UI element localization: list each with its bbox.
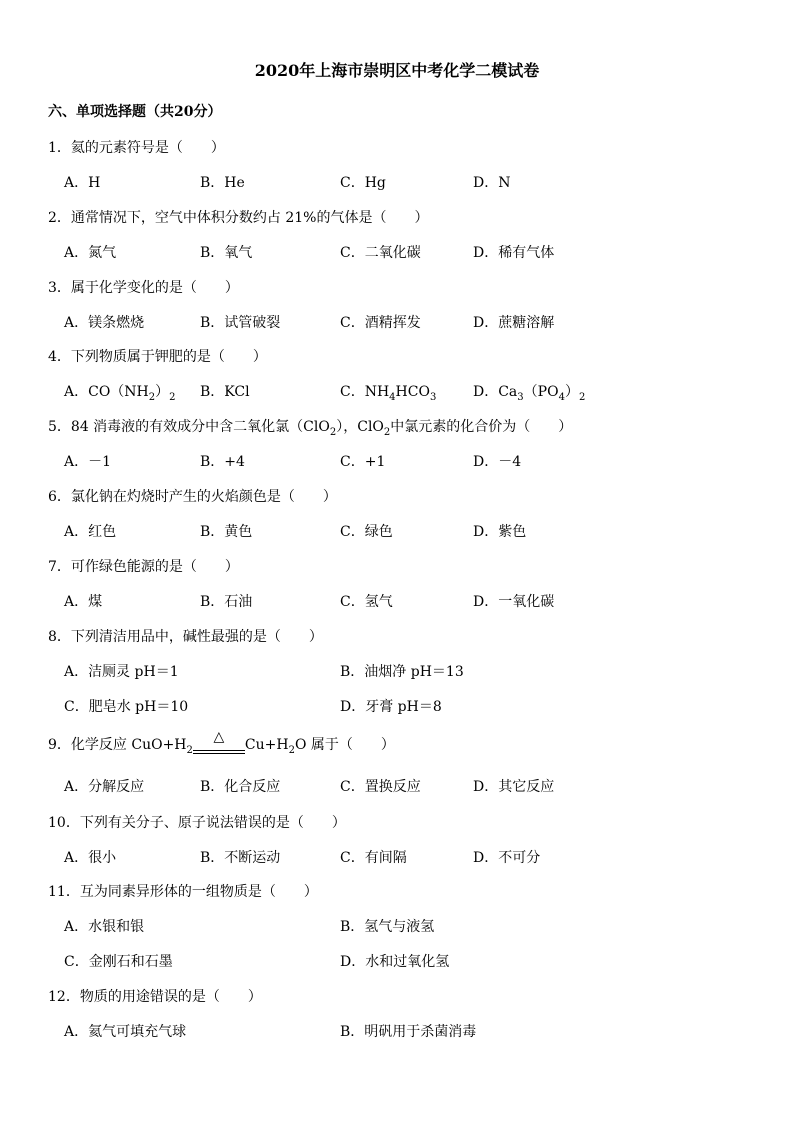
answer-option[interactable]: C．金刚石和石墨 [64, 954, 173, 970]
question-number: 11． [48, 884, 80, 900]
answer-option[interactable]: A．镁条燃烧 [64, 315, 145, 331]
question-number: 4． [48, 349, 71, 365]
answer-option[interactable]: B．氢气与液氢 [340, 919, 435, 935]
answer-option[interactable]: B．明矾用于杀菌消毒 [340, 1024, 477, 1040]
reaction-condition-arrow [193, 728, 245, 761]
question-number: 2． [48, 210, 71, 226]
answer-option[interactable]: B．试管破裂 [200, 315, 281, 331]
answer-option[interactable]: A．－1 [64, 454, 112, 470]
answer-option[interactable]: A．煤 [64, 594, 103, 610]
answer-option[interactable]: C．+1 [340, 454, 386, 470]
answer-option[interactable]: A．$CO(NH_2)_2$ [64, 384, 176, 403]
question-stem: 1．氦的元素符号是（ ） [48, 140, 225, 156]
question-stem: 6．氯化钠在灼烧时产生的火焰颜色是（ ） [48, 489, 337, 505]
question-stem: 9．化学反应 $CuO+H_2$ △ $Cu+H_2O$ 属于（ ） [48, 735, 395, 761]
answer-option[interactable]: B．+4 [200, 454, 245, 470]
question-number: 12． [48, 989, 80, 1005]
answer-option[interactable]: D．N [473, 175, 511, 191]
answer-option[interactable]: C．二氧化碳 [340, 245, 421, 261]
answer-option[interactable]: C．Hg [340, 175, 386, 191]
answer-option[interactable]: B．氧气 [200, 245, 253, 261]
question-number: 1． [48, 140, 71, 156]
answer-option[interactable]: B．化合反应 [200, 779, 281, 795]
section-heading: 六、单项选择题（共20分） [48, 104, 222, 120]
question-stem: 4．下列物质属于钾肥的是（ ） [48, 349, 267, 365]
heat-symbol: △ [213, 728, 225, 745]
answer-option[interactable]: D．蔗糖溶解 [473, 315, 555, 331]
answer-option[interactable]: D．其它反应 [473, 779, 555, 795]
answer-option[interactable]: B．KCl [200, 384, 250, 400]
answer-option[interactable]: A．红色 [64, 524, 117, 540]
answer-option[interactable]: C．置换反应 [340, 779, 421, 795]
question-number: 7． [48, 559, 71, 575]
answer-option[interactable]: D．不可分 [473, 850, 541, 866]
answer-option[interactable]: D．$Ca_3(PO_4)_2$ [473, 384, 586, 403]
question-stem: 11．互为同素异形体的一组物质是（ ） [48, 884, 318, 900]
question-number: 3． [48, 280, 71, 296]
answer-option[interactable]: A．H [64, 175, 101, 191]
answer-option[interactable]: C．绿色 [340, 524, 393, 540]
question-stem: 2．通常情况下，空气中体积分数约占 21%的气体是（ ） [48, 210, 429, 226]
answer-option[interactable]: A．氮气 [64, 245, 117, 261]
answer-option[interactable]: D．紫色 [473, 524, 527, 540]
question-stem: 3．属于化学变化的是（ ） [48, 280, 239, 296]
question-number: 9． [48, 737, 71, 753]
question-stem: 12．物质的用途错误的是（ ） [48, 989, 262, 1005]
question-stem: 10．下列有关分子、原子说法错误的是（ ） [48, 815, 346, 831]
question-stem: 8．下列清洁用品中，碱性最强的是（ ） [48, 629, 323, 645]
answer-option[interactable]: C．肥皂水 pH＝10 [64, 699, 189, 715]
answer-option[interactable]: D．水和过氧化氢 [340, 954, 450, 970]
answer-option[interactable]: A．分解反应 [64, 779, 145, 795]
question-stem: 7．可作绿色能源的是（ ） [48, 559, 239, 575]
answer-option[interactable]: D．－4 [473, 454, 522, 470]
answer-option[interactable]: A．水银和银 [64, 919, 145, 935]
answer-option[interactable]: C．$NH_4HCO_3$ [340, 384, 437, 403]
answer-option[interactable]: A．氦气可填充气球 [64, 1024, 187, 1040]
answer-option[interactable]: A．洁厕灵 pH＝1 [64, 664, 179, 680]
answer-option[interactable]: D．稀有气体 [473, 245, 555, 261]
answer-option[interactable]: D．牙膏 pH＝8 [340, 699, 442, 715]
answer-option[interactable]: D．一氧化碳 [473, 594, 555, 610]
answer-option[interactable]: B．不断运动 [200, 850, 281, 866]
question-number: 10． [48, 815, 80, 831]
answer-option[interactable]: C．酒精挥发 [340, 315, 421, 331]
answer-option[interactable]: B．He [200, 175, 245, 191]
question-number: 8． [48, 629, 71, 645]
answer-option[interactable]: C．有间隔 [340, 850, 407, 866]
answer-option[interactable]: C．氢气 [340, 594, 393, 610]
answer-option[interactable]: B．石油 [200, 594, 253, 610]
question-number: 5． [48, 419, 71, 435]
answer-option[interactable]: A．很小 [64, 850, 117, 866]
question-number: 6． [48, 489, 71, 505]
answer-option[interactable]: B．油烟净 pH＝13 [340, 664, 464, 680]
question-stem: 5．84 消毒液的有效成分中含二氧化氯（ClO$_2$），ClO$_2$中氯元素的化合价为（ ） [48, 419, 573, 438]
page-title: 2020年上海市崇明区中考化学二模试卷 [254, 61, 540, 80]
answer-option[interactable]: B．黄色 [200, 524, 253, 540]
